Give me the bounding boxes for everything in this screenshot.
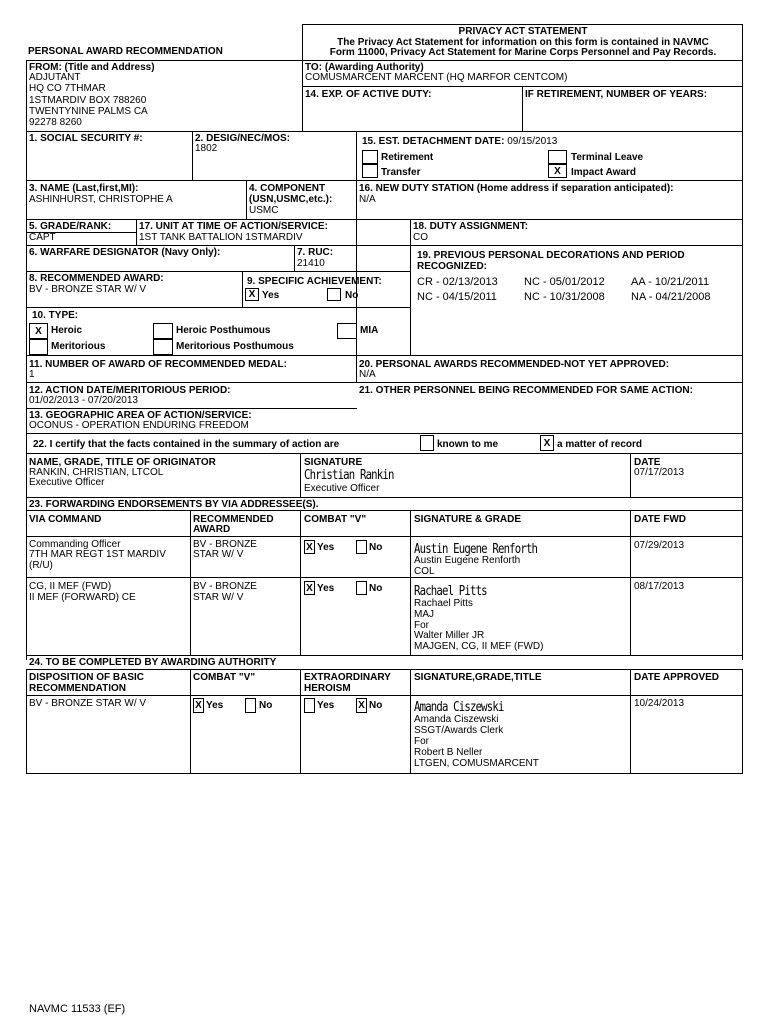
other-personnel-label: 21. OTHER PERSONNEL BEING RECOMMENDED FOR SAME ACTION:	[359, 385, 693, 396]
recommended-award-header-2: AWARD	[193, 524, 231, 535]
duty-assignment-label: 18. DUTY ASSIGNMENT:	[413, 221, 529, 232]
combat-yes-label: Yes	[206, 700, 224, 711]
approver-line: Amanda Ciszewski	[414, 714, 499, 725]
detachment-value[interactable]: 09/15/2013	[507, 136, 558, 147]
achievement-yes-label: Yes	[262, 290, 280, 301]
privacy-line-1: The Privacy Act Statement for information on this form is contained in NAVMC	[337, 37, 709, 48]
disposition-header: DISPOSITION OF BASIC	[29, 672, 145, 683]
recommended-award-header: RECOMMENDED	[193, 514, 274, 525]
heroism-no-label: No	[369, 700, 383, 711]
endorser-signature[interactable]: Rachael Pitts	[414, 584, 487, 599]
detachment-label: 15. EST. DETACHMENT DATE:	[362, 136, 505, 147]
impact-award-checkbox[interactable]: X	[548, 164, 567, 178]
via-command-line: Commanding Officer	[29, 539, 121, 550]
transfer-checkbox[interactable]	[362, 164, 378, 178]
combat-yes-label: Yes	[317, 542, 335, 553]
retirement-label: Retirement	[381, 152, 434, 163]
action-date-label: 12. ACTION DATE/MERITORIOUS PERIOD:	[29, 385, 231, 396]
from-line: ADJUTANT	[29, 72, 81, 83]
desig-value[interactable]: 1802	[195, 143, 218, 154]
date-label: DATE	[634, 457, 661, 468]
component-label: 4. COMPONENT	[249, 183, 326, 194]
forwarding-label: 23. FORWARDING ENDORSEMENTS BY VIA ADDRESSEE(S).	[29, 499, 319, 510]
sig-grade-title-header: SIGNATURE,GRADE,TITLE	[414, 672, 542, 683]
ruc-label: 7. RUC:	[297, 247, 334, 258]
from-line: TWENTYNINE PALMS CA	[29, 106, 148, 117]
award-line: BV - BRONZE	[193, 581, 257, 592]
name-label: 3. NAME (Last,first,MI):	[29, 183, 139, 194]
awarding-authority-label: 24. TO BE COMPLETED BY AWARDING AUTHORITY	[29, 657, 277, 668]
approver-signature[interactable]: Amanda Ciszewski	[414, 700, 504, 715]
via-command-line: CG, II MEF (FWD)	[29, 581, 112, 592]
decoration-item: NC - 05/01/2012	[524, 276, 605, 288]
geographic-area-label: 13. GEOGRAPHIC AREA OF ACTION/SERVICE:	[29, 410, 252, 421]
prev-decorations-label-2: RECOGNIZED:	[417, 261, 487, 272]
combat-v-header: COMBAT "V"	[304, 514, 367, 525]
recommended-award-value[interactable]: BV - BRONZE STAR W/ V	[29, 284, 147, 295]
to-label: TO: (Awarding Authority)	[305, 62, 424, 73]
transfer-label: Transfer	[381, 167, 421, 178]
combat-no-label: No	[259, 700, 273, 711]
form-title: PERSONAL AWARD RECOMMENDATION	[28, 46, 223, 57]
mia-checkbox[interactable]	[337, 323, 357, 339]
originator-title[interactable]: Executive Officer	[29, 477, 105, 488]
originator-name[interactable]: RANKIN, CHRISTIAN, LTCOL	[29, 467, 164, 478]
signature-grade-header: SIGNATURE & GRADE	[414, 514, 522, 525]
type-label: 10. TYPE:	[32, 310, 79, 321]
recommended-award-label: 8. RECOMMENDED AWARD:	[29, 273, 164, 284]
combat-no-checkbox[interactable]	[245, 698, 256, 713]
achievement-no-label: No	[345, 290, 359, 301]
extraordinary-header: EXTRAORDINARY	[304, 672, 391, 683]
retirement-checkbox[interactable]	[362, 150, 378, 164]
via-command-line: (R/U)	[29, 560, 53, 571]
achievement-yes-checkbox[interactable]: X	[245, 288, 259, 301]
combat-no-label: No	[369, 583, 383, 594]
heroism-no-checkbox[interactable]: X	[356, 698, 367, 713]
endorser-line: Rachael Pitts	[414, 598, 473, 609]
date-fwd[interactable]: 07/29/2013	[634, 540, 685, 551]
combat-no-checkbox[interactable]	[356, 581, 367, 595]
combat-yes-label: Yes	[317, 583, 335, 594]
heroic-checkbox[interactable]: X	[29, 323, 48, 339]
endorser-signature[interactable]: Austin Eugene Renforth	[414, 542, 538, 557]
date-approved-header: DATE APPROVED	[634, 672, 720, 683]
heroism-yes-label: Yes	[317, 700, 335, 711]
approver-line: LTGEN, COMUSMARCENT	[414, 758, 539, 769]
approver-line: Robert B Neller	[414, 747, 483, 758]
heroism-yes-checkbox[interactable]	[304, 698, 315, 713]
warfare-label: 6. WARFARE DESIGNATOR (Navy Only):	[29, 247, 221, 258]
date-fwd-header: DATE FWD	[634, 514, 687, 525]
desig-label: 2. DESIG/NEC/MOS:	[195, 133, 291, 144]
decoration-item: NC - 04/15/2011	[417, 291, 497, 303]
decoration-item: NA - 04/21/2008	[631, 291, 711, 303]
award-number-value[interactable]: 1	[29, 369, 35, 380]
duty-assignment-value[interactable]: CO	[413, 232, 428, 243]
known-checkbox[interactable]	[420, 435, 434, 451]
grade-label: 5. GRADE/RANK:	[29, 221, 112, 232]
meritorious-posthumous-label: Meritorious Posthumous	[176, 341, 294, 352]
record-checkbox[interactable]: X	[540, 435, 554, 451]
from-line: 92278 8260	[29, 117, 82, 128]
known-label: known to me	[437, 439, 499, 450]
mia-label: MIA	[360, 325, 379, 336]
not-approved-label: 20. PERSONAL AWARDS RECOMMENDED-NOT YET APPROVED:	[359, 359, 670, 370]
from-label: FROM: (Title and Address)	[29, 62, 155, 73]
originator-date[interactable]: 07/17/2013	[634, 467, 685, 478]
grade-value[interactable]: CAPT	[29, 232, 56, 243]
from-line: 1STMARDIV BOX 788260	[29, 95, 147, 106]
ssn-label: 1. SOCIAL SECURITY #:	[29, 133, 143, 144]
combat-yes-checkbox[interactable]: X	[304, 540, 315, 554]
combat-yes-checkbox[interactable]: X	[193, 698, 204, 713]
unit-label: 17. UNIT AT TIME OF ACTION/SERVICE:	[139, 221, 328, 232]
originator-label: NAME, GRADE, TITLE OF ORIGINATOR	[29, 457, 216, 468]
originator-signature[interactable]: Christian Rankin	[304, 468, 394, 483]
signature-label: SIGNATURE	[304, 457, 363, 468]
decoration-item: CR - 02/13/2013	[417, 276, 498, 288]
decoration-item: NC - 10/31/2008	[524, 291, 605, 303]
heroic-label: Heroic	[51, 325, 83, 336]
originator-sig-title: Executive Officer	[304, 483, 380, 494]
component-value[interactable]: USMC	[249, 205, 279, 216]
to-value[interactable]: COMUSMARCENT MARCENT (HQ MARFOR CENTCOM)	[305, 72, 568, 83]
date-approved[interactable]: 10/24/2013	[634, 698, 685, 709]
decoration-item: AA - 10/21/2011	[631, 276, 710, 288]
not-approved-value[interactable]: N/A	[359, 369, 376, 380]
geographic-area-value[interactable]: OCONUS - OPERATION ENDURING FREEDOM	[29, 420, 249, 431]
component-label-2: (USN,USMC,etc.):	[249, 194, 333, 205]
unit-value[interactable]: 1ST TANK BATTALION 1STMARDIV	[139, 232, 303, 243]
combat-yes-checkbox[interactable]: X	[304, 581, 315, 595]
meritorious-posthumous-checkbox[interactable]	[153, 339, 173, 355]
duty-station-value[interactable]: N/A	[359, 194, 376, 205]
heroic-posthumous-checkbox[interactable]	[153, 323, 173, 339]
meritorious-checkbox[interactable]	[29, 339, 48, 355]
ruc-value[interactable]: 21410	[297, 258, 325, 269]
award-line: BV - BRONZE	[193, 539, 257, 550]
approver-line: SSGT/Awards Clerk	[414, 725, 504, 736]
date-fwd[interactable]: 08/17/2013	[634, 581, 685, 592]
terminal-leave-label: Terminal Leave	[571, 152, 644, 163]
endorser-line: COL	[414, 566, 435, 577]
award-number-label: 11. NUMBER OF AWARD OF RECOMMENDED MEDAL:	[29, 359, 287, 370]
achievement-no-checkbox[interactable]	[327, 288, 341, 301]
retirement-years-label: IF RETIREMENT, NUMBER OF YEARS:	[525, 89, 708, 100]
combat-no-label: No	[369, 542, 383, 553]
endorser-line: MAJ	[414, 609, 434, 620]
action-date-value[interactable]: 01/02/2013 - 07/20/2013	[29, 395, 138, 406]
heroic-posthumous-label: Heroic Posthumous	[176, 325, 271, 336]
endorser-line: Walter Miller JR	[414, 630, 485, 641]
combat-no-checkbox[interactable]	[356, 540, 367, 554]
privacy-line-2: Form 11000, Privacy Act Statement for Marine Corps Personnel and Pay Records.	[329, 47, 717, 58]
endorser-line: MAJGEN, CG, II MEF (FWD)	[414, 641, 544, 652]
award-line: STAR W/ V	[193, 592, 244, 603]
certify-text: 22. I certify that the facts contained in the summary of action are	[33, 439, 340, 450]
name-value[interactable]: ASHINHURST, CHRISTOPHE A	[29, 194, 173, 205]
endorser-line: Austin Eugene Renforth	[414, 555, 521, 566]
award-line: STAR W/ V	[193, 549, 244, 560]
impact-award-label: Impact Award	[571, 167, 637, 178]
duty-station-label: 16. NEW DUTY STATION (Home address if separation anticipated):	[359, 183, 674, 194]
meritorious-label: Meritorious	[51, 341, 106, 352]
specific-achievement-label: 9. SPECIFIC ACHIEVEMENT:	[247, 276, 382, 287]
exp-active-duty-label: 14. EXP. OF ACTIVE DUTY:	[305, 89, 432, 100]
extraordinary-header-2: HEROISM	[304, 683, 351, 694]
prev-decorations-label: 19. PREVIOUS PERSONAL DECORATIONS AND PERIOD	[417, 250, 685, 261]
disposition-header-2: RECOMMENDATION	[29, 683, 127, 694]
record-label: a matter of record	[557, 439, 643, 450]
via-command-line: 7TH MAR REGT 1ST MARDIV	[29, 549, 166, 560]
via-command-header: VIA COMMAND	[29, 514, 102, 525]
privacy-title: PRIVACY ACT STATEMENT	[458, 26, 588, 37]
from-line: HQ CO 7THMAR	[29, 83, 106, 94]
disposition-value[interactable]: BV - BRONZE STAR W/ V	[29, 698, 147, 709]
combat-v-header: COMBAT "V"	[193, 672, 256, 683]
terminal-leave-checkbox[interactable]	[548, 150, 567, 164]
form-id: NAVMC 11533 (EF)	[29, 1003, 126, 1015]
endorser-line: For	[414, 620, 429, 631]
via-command-line: II MEF (FORWARD) CE	[29, 592, 136, 603]
approver-line: For	[414, 736, 429, 747]
